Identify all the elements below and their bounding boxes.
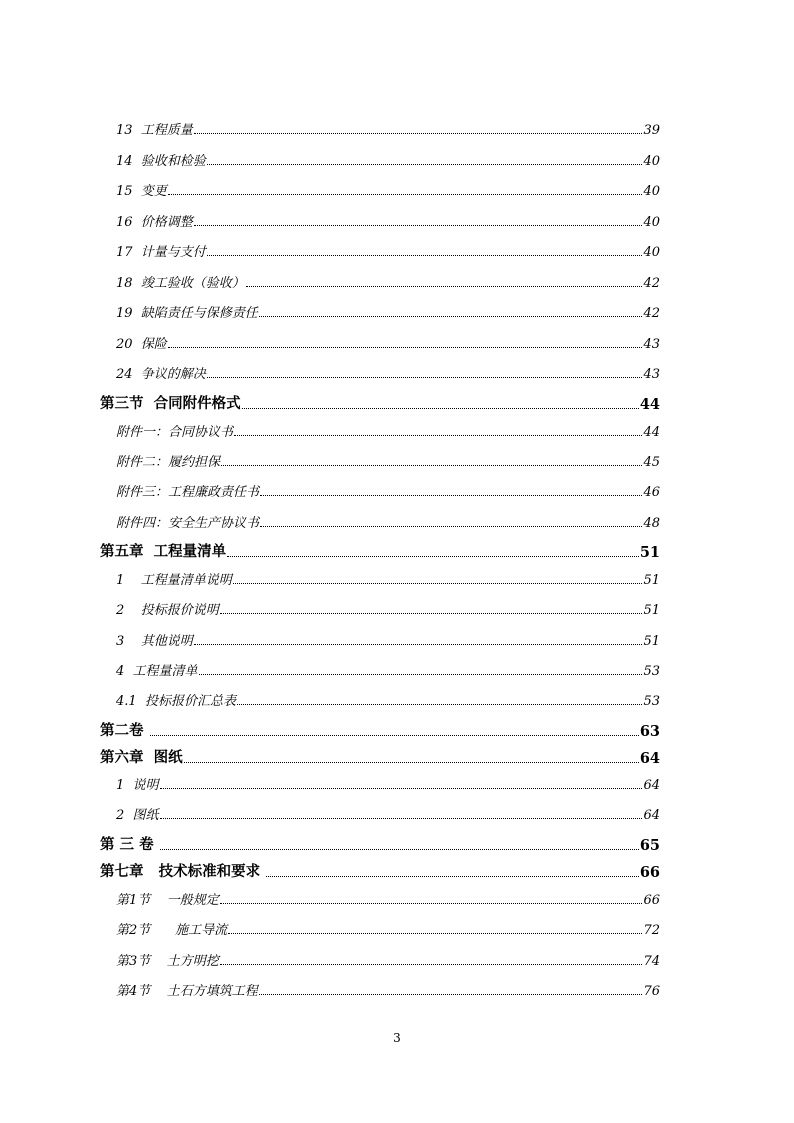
toc-entry-page: 66 [643, 893, 660, 908]
toc-entry-page: 74 [643, 954, 660, 969]
toc-entry-title: 附件四：安全生产协议书 [116, 516, 260, 531]
toc-entry-title: 4.1 投标报价汇总表 [116, 694, 236, 709]
dot-leader [259, 316, 643, 317]
toc-entry-title: 第七章 技术标准和要求 [100, 863, 266, 880]
dot-leader [220, 964, 643, 965]
toc-entry[interactable] [116, 949, 660, 969]
toc-entry[interactable] [116, 979, 660, 999]
toc-entry[interactable] [116, 420, 660, 440]
dot-leader [237, 704, 643, 705]
toc-entry-page: 39 [643, 123, 660, 138]
toc-entry-title: 15 变更 [116, 184, 167, 199]
toc-entry[interactable] [116, 118, 660, 138]
toc-entry[interactable] [116, 450, 660, 470]
toc-entry-page: 64 [643, 778, 660, 793]
toc-entry-title: 19 缺陷责任与保修责任 [116, 306, 258, 321]
toc-entry-page: 40 [643, 154, 660, 169]
dot-leader [233, 583, 643, 584]
toc-entry-title: 20 保险 [116, 337, 167, 352]
toc-entry-page: 46 [643, 485, 660, 500]
toc-entry-page: 63 [639, 723, 660, 740]
dot-leader [194, 644, 643, 645]
toc-entry[interactable] [116, 918, 660, 938]
toc-entry[interactable] [116, 301, 660, 321]
toc-entry-page: 40 [643, 215, 660, 230]
toc-entry-page: 44 [639, 396, 660, 413]
dot-leader [227, 556, 639, 557]
toc-entry-title: 第 三 卷 [100, 836, 159, 853]
toc-entry-title: 14 验收和检验 [116, 154, 206, 169]
toc-entry-page: 65 [639, 837, 660, 854]
toc-entry[interactable] [116, 511, 660, 531]
toc-entry[interactable] [116, 480, 660, 500]
toc-entry-title: 第六章 图纸 [100, 749, 183, 766]
toc-entry-page: 51 [639, 544, 660, 561]
toc-heading[interactable] [100, 393, 660, 413]
toc-heading[interactable] [100, 720, 660, 740]
dot-leader [266, 876, 639, 877]
dot-leader [207, 164, 643, 165]
toc-entry-title: 13 工程质量 [116, 123, 193, 138]
dot-leader [160, 818, 643, 819]
toc-entry-title: 24 争议的解决 [116, 367, 206, 382]
dot-leader [260, 526, 642, 527]
toc-entry-page: 53 [643, 664, 660, 679]
toc-entry[interactable] [116, 568, 660, 588]
page-number: 3 [393, 1031, 401, 1045]
toc-entry-page: 64 [643, 808, 660, 823]
toc-entry[interactable] [116, 629, 660, 649]
toc-entry-page: 42 [643, 276, 660, 291]
toc-entry[interactable] [116, 803, 660, 823]
toc-entry-page: 51 [643, 634, 660, 649]
dot-leader [221, 465, 642, 466]
dot-leader [207, 255, 643, 256]
dot-leader [194, 225, 643, 226]
toc-entry-page: 51 [643, 573, 660, 588]
toc-entry-title: 18 竣工验收（验收） [116, 276, 245, 291]
toc-entry-page: 40 [643, 245, 660, 260]
toc-entry-page: 53 [643, 694, 660, 709]
toc-entry-page: 51 [643, 603, 660, 618]
toc-entry[interactable] [116, 773, 660, 793]
toc-entry[interactable] [116, 210, 660, 230]
toc-entry[interactable] [116, 689, 660, 709]
dot-leader [160, 849, 639, 850]
toc-entry-title: 4 工程量清单 [116, 664, 198, 679]
toc-entry-page: 43 [643, 367, 660, 382]
dot-leader [220, 903, 643, 904]
toc-entry-title: 第1节 一般规定 [116, 893, 219, 908]
toc-entry[interactable] [116, 362, 660, 382]
toc-entry[interactable] [116, 332, 660, 352]
dot-leader [228, 933, 642, 934]
toc-entry-title: 第3节 土方明挖 [116, 954, 219, 969]
dot-leader [184, 762, 639, 763]
toc-entry-page: 44 [643, 425, 660, 440]
toc-entry-page: 40 [643, 184, 660, 199]
toc-entry-title: 1 说明 [116, 778, 159, 793]
toc-heading[interactable] [100, 861, 660, 881]
dot-leader [260, 495, 642, 496]
toc-entry[interactable] [116, 888, 660, 908]
toc-entry-page: 76 [643, 984, 660, 999]
dot-leader [168, 347, 643, 348]
toc-entry-title: 2 图纸 [116, 808, 159, 823]
dot-leader [259, 994, 643, 995]
toc-entry-title: 3 其他说明 [116, 634, 193, 649]
dot-leader [220, 613, 643, 614]
toc-heading[interactable] [100, 834, 660, 854]
toc-heading[interactable] [100, 747, 660, 767]
toc-entry[interactable] [116, 149, 660, 169]
dot-leader [199, 674, 643, 675]
toc-entry[interactable] [116, 659, 660, 679]
dot-leader [207, 377, 643, 378]
toc-entry[interactable] [116, 179, 660, 199]
dot-leader [168, 194, 643, 195]
toc-entry-title: 2 投标报价说明 [116, 603, 219, 618]
toc-entry-page: 45 [643, 455, 660, 470]
toc-entry-title: 1 工程量清单说明 [116, 573, 232, 588]
dot-leader [246, 286, 643, 287]
toc-entry-title: 第2节 施工导流 [116, 923, 228, 938]
toc-entry-title: 附件一：合同协议书 [116, 425, 234, 440]
toc-entry[interactable] [116, 240, 660, 260]
toc-entry-title: 16 价格调整 [116, 215, 193, 230]
dot-leader [194, 133, 643, 134]
toc-entry-title: 第4节 土石方填筑工程 [116, 984, 258, 999]
toc-entry-title: 第五章 工程量清单 [100, 543, 227, 560]
toc-entry-page: 48 [643, 516, 660, 531]
toc-entry-title: 第三节 合同附件格式 [100, 395, 241, 412]
toc-entry-page: 43 [643, 337, 660, 352]
toc-entry[interactable] [116, 598, 660, 618]
dot-leader [160, 788, 643, 789]
toc-entry-title: 第二卷 [100, 722, 149, 739]
dot-leader [234, 435, 642, 436]
toc-entry-title: 17 计量与支付 [116, 245, 206, 260]
toc-entry-page: 42 [643, 306, 660, 321]
dot-leader [150, 735, 639, 736]
toc-heading[interactable] [100, 541, 660, 561]
toc-entry-page: 66 [639, 864, 660, 881]
toc-entry-title: 附件三：工程廉政责任书 [116, 485, 260, 500]
toc-entry-title: 附件二：履约担保 [116, 455, 221, 470]
toc-entry-page: 72 [643, 923, 660, 938]
toc-entry-page: 64 [639, 750, 660, 767]
dot-leader [242, 408, 639, 409]
toc-entry[interactable] [116, 271, 660, 291]
